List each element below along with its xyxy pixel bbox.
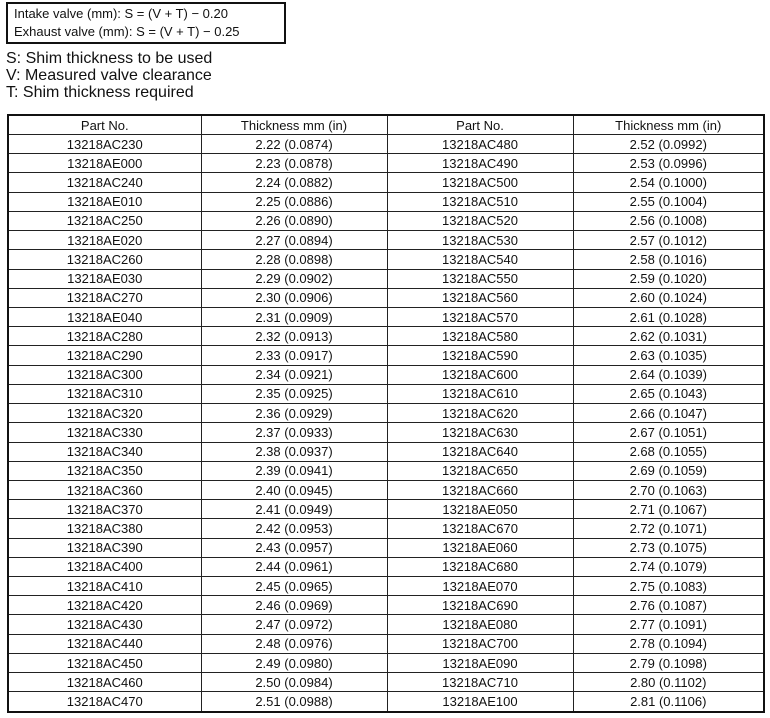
cell-part-no-right: 13218AC680 [387, 557, 573, 576]
cell-part-no-right: 13218AC600 [387, 365, 573, 384]
cell-thickness-right: 2.77 (0.1091) [573, 615, 764, 634]
table-row [8, 346, 764, 365]
cell-part-no-left: 13218AC350 [8, 461, 201, 480]
table-row [8, 557, 764, 576]
cell-thickness-left: 2.37 (0.0933) [201, 423, 387, 442]
table-row [8, 154, 764, 173]
cell-part-no-right: 13218AC510 [387, 192, 573, 211]
cell-thickness-right: 2.80 (0.1102) [573, 673, 764, 692]
cell-thickness-left: 2.44 (0.0961) [201, 557, 387, 576]
cell-part-no-left: 13218AC230 [8, 135, 201, 154]
cell-thickness-right: 2.74 (0.1079) [573, 557, 764, 576]
table-row [8, 500, 764, 519]
cell-thickness-right: 2.81 (0.1106) [573, 692, 764, 712]
cell-part-no-right: 13218AE090 [387, 653, 573, 672]
cell-thickness-right: 2.63 (0.1035) [573, 346, 764, 365]
cell-part-no-right: 13218AC570 [387, 307, 573, 326]
cell-thickness-left: 2.28 (0.0898) [201, 250, 387, 269]
cell-part-no-right: 13218AC480 [387, 135, 573, 154]
cell-part-no-left: 13218AC310 [8, 384, 201, 403]
cell-thickness-left: 2.35 (0.0925) [201, 384, 387, 403]
variable-legend [6, 50, 212, 101]
cell-thickness-right: 2.69 (0.1059) [573, 461, 764, 480]
table-row [8, 461, 764, 480]
cell-part-no-right: 13218AC640 [387, 442, 573, 461]
cell-thickness-left: 2.45 (0.0965) [201, 577, 387, 596]
cell-thickness-right: 2.79 (0.1098) [573, 653, 764, 672]
table-row [8, 384, 764, 403]
cell-thickness-right: 2.66 (0.1047) [573, 404, 764, 423]
cell-part-no-left: 13218AC420 [8, 596, 201, 615]
cell-part-no-left: 13218AC460 [8, 673, 201, 692]
table-row [8, 692, 764, 712]
cell-thickness-right: 2.68 (0.1055) [573, 442, 764, 461]
table-row [8, 269, 764, 288]
cell-part-no-right: 13218AC550 [387, 269, 573, 288]
table-row [8, 365, 764, 384]
cell-part-no-left: 13218AC450 [8, 653, 201, 672]
cell-part-no-right: 13218AC660 [387, 480, 573, 499]
cell-thickness-right: 2.78 (0.1094) [573, 634, 764, 653]
cell-part-no-left: 13218AC270 [8, 288, 201, 307]
cell-part-no-right: 13218AC710 [387, 673, 573, 692]
table-row [8, 404, 764, 423]
cell-thickness-left: 2.22 (0.0874) [201, 135, 387, 154]
table-row [8, 135, 764, 154]
cell-thickness-right: 2.75 (0.1083) [573, 577, 764, 596]
cell-thickness-left: 2.31 (0.0909) [201, 307, 387, 326]
cell-thickness-left: 2.46 (0.0969) [201, 596, 387, 615]
cell-thickness-left: 2.33 (0.0917) [201, 346, 387, 365]
cell-part-no-right: 13218AC630 [387, 423, 573, 442]
table-row [8, 288, 764, 307]
cell-thickness-right: 2.64 (0.1039) [573, 365, 764, 384]
cell-thickness-right: 2.57 (0.1012) [573, 231, 764, 250]
table-row [8, 173, 764, 192]
table-row [8, 615, 764, 634]
cell-thickness-left: 2.48 (0.0976) [201, 634, 387, 653]
header-thickness-right: Thickness mm (in) [573, 115, 764, 135]
cell-part-no-left: 13218AE000 [8, 154, 201, 173]
cell-thickness-right: 2.65 (0.1043) [573, 384, 764, 403]
cell-part-no-left: 13218AC370 [8, 500, 201, 519]
cell-part-no-right: 13218AC580 [387, 327, 573, 346]
cell-part-no-left: 13218AC360 [8, 480, 201, 499]
cell-part-no-right: 13218AC490 [387, 154, 573, 173]
cell-part-no-left: 13218AC400 [8, 557, 201, 576]
cell-thickness-left: 2.40 (0.0945) [201, 480, 387, 499]
table-row [8, 307, 764, 326]
cell-thickness-right: 2.71 (0.1067) [573, 500, 764, 519]
table-row [8, 250, 764, 269]
shim-table [7, 114, 765, 713]
cell-thickness-right: 2.54 (0.1000) [573, 173, 764, 192]
cell-thickness-right: 2.52 (0.0992) [573, 135, 764, 154]
cell-part-no-right: 13218AC690 [387, 596, 573, 615]
cell-thickness-left: 2.51 (0.0988) [201, 692, 387, 712]
table-row [8, 231, 764, 250]
cell-part-no-left: 13218AE030 [8, 269, 201, 288]
table-row [8, 634, 764, 653]
table-row [8, 423, 764, 442]
cell-thickness-left: 2.41 (0.0949) [201, 500, 387, 519]
cell-thickness-right: 2.62 (0.1031) [573, 327, 764, 346]
cell-thickness-right: 2.70 (0.1063) [573, 480, 764, 499]
cell-thickness-left: 2.42 (0.0953) [201, 519, 387, 538]
cell-part-no-right: 13218AC610 [387, 384, 573, 403]
cell-thickness-left: 2.43 (0.0957) [201, 538, 387, 557]
cell-thickness-left: 2.25 (0.0886) [201, 192, 387, 211]
header-thickness-left: Thickness mm (in) [201, 115, 387, 135]
cell-part-no-right: 13218AC670 [387, 519, 573, 538]
cell-thickness-left: 2.24 (0.0882) [201, 173, 387, 192]
cell-part-no-left: 13218AC260 [8, 250, 201, 269]
cell-part-no-left: 13218AC340 [8, 442, 201, 461]
table-row [8, 480, 764, 499]
legend-item-s: S: Shim thickness to be used [6, 50, 213, 67]
cell-part-no-right: 13218AE070 [387, 577, 573, 596]
cell-part-no-left: 13218AC440 [8, 634, 201, 653]
cell-thickness-right: 2.73 (0.1075) [573, 538, 764, 557]
cell-thickness-right: 2.76 (0.1087) [573, 596, 764, 615]
cell-part-no-left: 13218AE010 [8, 192, 201, 211]
cell-part-no-left: 13218AC240 [8, 173, 201, 192]
cell-part-no-right: 13218AE100 [387, 692, 573, 712]
table-row [8, 673, 764, 692]
legend-item-v: V: Measured valve clearance [6, 67, 212, 84]
cell-part-no-right: 13218AE080 [387, 615, 573, 634]
cell-part-no-left: 13218AC290 [8, 346, 201, 365]
table-row [8, 653, 764, 672]
cell-part-no-left: 13218AC320 [8, 404, 201, 423]
cell-thickness-right: 2.55 (0.1004) [573, 192, 764, 211]
cell-part-no-left: 13218AC330 [8, 423, 201, 442]
cell-part-no-right: 13218AC530 [387, 231, 573, 250]
cell-part-no-right: 13218AE060 [387, 538, 573, 557]
cell-thickness-left: 2.23 (0.0878) [201, 154, 387, 173]
cell-thickness-right: 2.53 (0.0996) [573, 154, 764, 173]
exhaust-formula: Exhaust valve (mm): S = (V + T) − 0.25 [14, 24, 240, 39]
cell-part-no-left: 13218AC380 [8, 519, 201, 538]
cell-thickness-left: 2.39 (0.0941) [201, 461, 387, 480]
cell-thickness-left: 2.38 (0.0937) [201, 442, 387, 461]
cell-thickness-left: 2.50 (0.0984) [201, 673, 387, 692]
table-row [8, 538, 764, 557]
cell-part-no-left: 13218AC280 [8, 327, 201, 346]
table-row [8, 442, 764, 461]
table-body [8, 135, 764, 713]
cell-thickness-left: 2.26 (0.0890) [201, 211, 387, 230]
cell-part-no-left: 13218AC390 [8, 538, 201, 557]
cell-thickness-right: 2.60 (0.1024) [573, 288, 764, 307]
table-row [8, 519, 764, 538]
cell-thickness-left: 2.34 (0.0921) [201, 365, 387, 384]
cell-thickness-right: 2.67 (0.1051) [573, 423, 764, 442]
cell-part-no-right: 13218AC590 [387, 346, 573, 365]
cell-part-no-right: 13218AE050 [387, 500, 573, 519]
formula-box [6, 2, 286, 44]
cell-thickness-left: 2.32 (0.0913) [201, 327, 387, 346]
table-row [8, 327, 764, 346]
cell-thickness-left: 2.27 (0.0894) [201, 231, 387, 250]
cell-part-no-right: 13218AC560 [387, 288, 573, 307]
cell-thickness-left: 2.47 (0.0972) [201, 615, 387, 634]
cell-part-no-left: 13218AC250 [8, 211, 201, 230]
intake-formula: Intake valve (mm): S = (V + T) − 0.20 [14, 6, 228, 21]
cell-part-no-right: 13218AC500 [387, 173, 573, 192]
cell-part-no-left: 13218AC300 [8, 365, 201, 384]
cell-thickness-left: 2.29 (0.0902) [201, 269, 387, 288]
table-header-row [8, 115, 764, 135]
cell-thickness-left: 2.36 (0.0929) [201, 404, 387, 423]
legend-item-t: T: Shim thickness required [6, 84, 194, 101]
cell-thickness-right: 2.58 (0.1016) [573, 250, 764, 269]
cell-part-no-left: 13218AC410 [8, 577, 201, 596]
cell-part-no-right: 13218AC700 [387, 634, 573, 653]
cell-thickness-right: 2.72 (0.1071) [573, 519, 764, 538]
table-row [8, 577, 764, 596]
cell-thickness-right: 2.61 (0.1028) [573, 307, 764, 326]
table-row [8, 192, 764, 211]
cell-thickness-right: 2.56 (0.1008) [573, 211, 764, 230]
cell-thickness-left: 2.49 (0.0980) [201, 653, 387, 672]
header-part-no-left: Part No. [8, 115, 201, 135]
cell-part-no-left: 13218AE040 [8, 307, 201, 326]
cell-part-no-right: 13218AC650 [387, 461, 573, 480]
table-row [8, 596, 764, 615]
table-row [8, 211, 764, 230]
cell-part-no-right: 13218AC620 [387, 404, 573, 423]
cell-part-no-left: 13218AC430 [8, 615, 201, 634]
cell-part-no-right: 13218AC520 [387, 211, 573, 230]
cell-thickness-right: 2.59 (0.1020) [573, 269, 764, 288]
cell-thickness-left: 2.30 (0.0906) [201, 288, 387, 307]
cell-part-no-left: 13218AC470 [8, 692, 201, 712]
header-part-no-right: Part No. [387, 115, 573, 135]
cell-part-no-right: 13218AC540 [387, 250, 573, 269]
cell-part-no-left: 13218AE020 [8, 231, 201, 250]
